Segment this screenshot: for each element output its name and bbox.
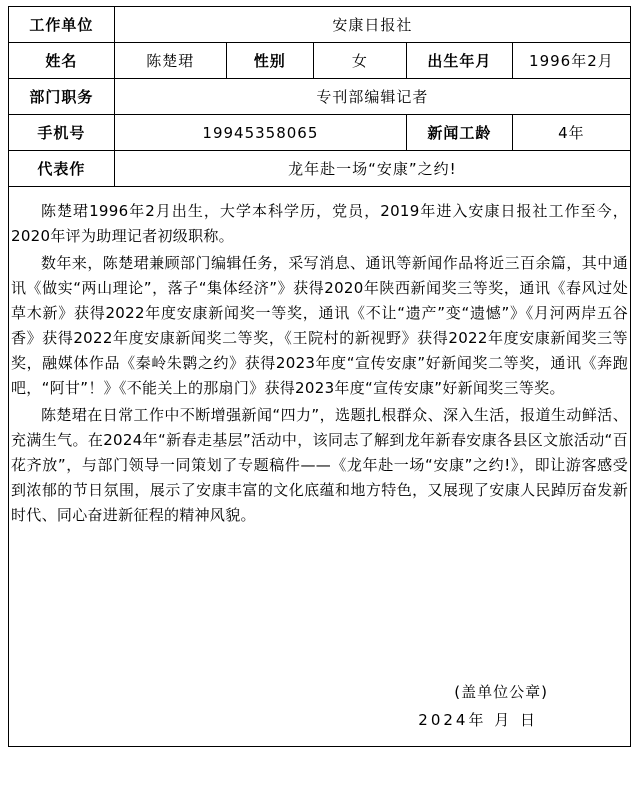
table-row bbox=[9, 115, 631, 151]
table-row bbox=[9, 79, 631, 115]
biography-paragraph-2: 数年来，陈楚珺兼顾部门编辑任务，采写消息、通讯等新闻作品将近三百余篇，其中通讯《做实“两山理论”，落子“集体经济”》获得2020年陕西新闻奖三等奖，通讯《春风过处草木新》获得2022年度安康新闻奖一等奖，通讯《不让“遗产”变“遗憾”》《月河两岸五谷香》获得2022年度安康新闻奖二等奖，《王院村的新视野》获得2022年度安康新闻奖三等奖，融媒体作品《秦岭朱鹮之约》获得2023年度“宣传安康”好新闻奖二等奖，通讯《奔跑吧，“阿甘”！》《不能关上的那扇门》获得2023年度“宣传安康”好新闻奖三等奖。 bbox=[11, 254, 628, 397]
official-seal-note: (盖单位公章) bbox=[454, 683, 548, 701]
field-label-news-experience: 新闻工龄 bbox=[407, 115, 513, 151]
biography-paragraph-1: 陈楚珺1996年2月出生，大学本科学历，党员，2019年进入安康日报社工作至今，2020年评为助理记者初级职称。 bbox=[11, 202, 628, 245]
field-value-news-experience: 4年 bbox=[512, 115, 630, 151]
field-value-department-position: 专刊部编辑记者 bbox=[114, 79, 630, 115]
applicant-info-table bbox=[8, 6, 631, 747]
table-row bbox=[9, 151, 631, 187]
biography-paragraph-3: 陈楚珺在日常工作中不断增强新闻“四力”，选题扎根群众、深入生活，报道生动鲜活、充满生气。在2024年“新春走基层”活动中，该同志了解到龙年新春安康各县区文旅活动“百花齐放”，与部门领导一同策划了专题稿件——《龙年赴一场“安康”之约!》，即让游客感受到浓郁的节日氛围，展示了安康丰富的文化底蕴和地方特色，又展现了安康人民踔厉奋发新时代、同心奋进新征程的精神风貌。 bbox=[11, 406, 628, 524]
field-value-representative-work: 龙年赴一场“安康”之约! bbox=[114, 151, 630, 187]
field-label-gender: 性别 bbox=[226, 43, 313, 79]
field-value-work-unit: 安康日报社 bbox=[114, 7, 630, 43]
field-label-phone: 手机号 bbox=[9, 115, 115, 151]
signature-date: 2024年 月 日 bbox=[418, 711, 538, 729]
signature-block bbox=[11, 678, 628, 734]
table-row-body bbox=[9, 187, 631, 747]
field-value-gender: 女 bbox=[313, 43, 406, 79]
field-label-birth-date: 出生年月 bbox=[407, 43, 513, 79]
table-row bbox=[9, 43, 631, 79]
field-label-work-unit: 工作单位 bbox=[9, 7, 115, 43]
field-label-department-position: 部门职务 bbox=[9, 79, 115, 115]
biography-cell bbox=[9, 187, 631, 747]
field-value-birth-date: 1996年2月 bbox=[512, 43, 630, 79]
field-value-phone: 19945358065 bbox=[114, 115, 406, 151]
table-row bbox=[9, 7, 631, 43]
field-label-representative-work: 代表作 bbox=[9, 151, 115, 187]
field-label-name: 姓名 bbox=[9, 43, 115, 79]
field-value-name: 陈楚珺 bbox=[114, 43, 226, 79]
